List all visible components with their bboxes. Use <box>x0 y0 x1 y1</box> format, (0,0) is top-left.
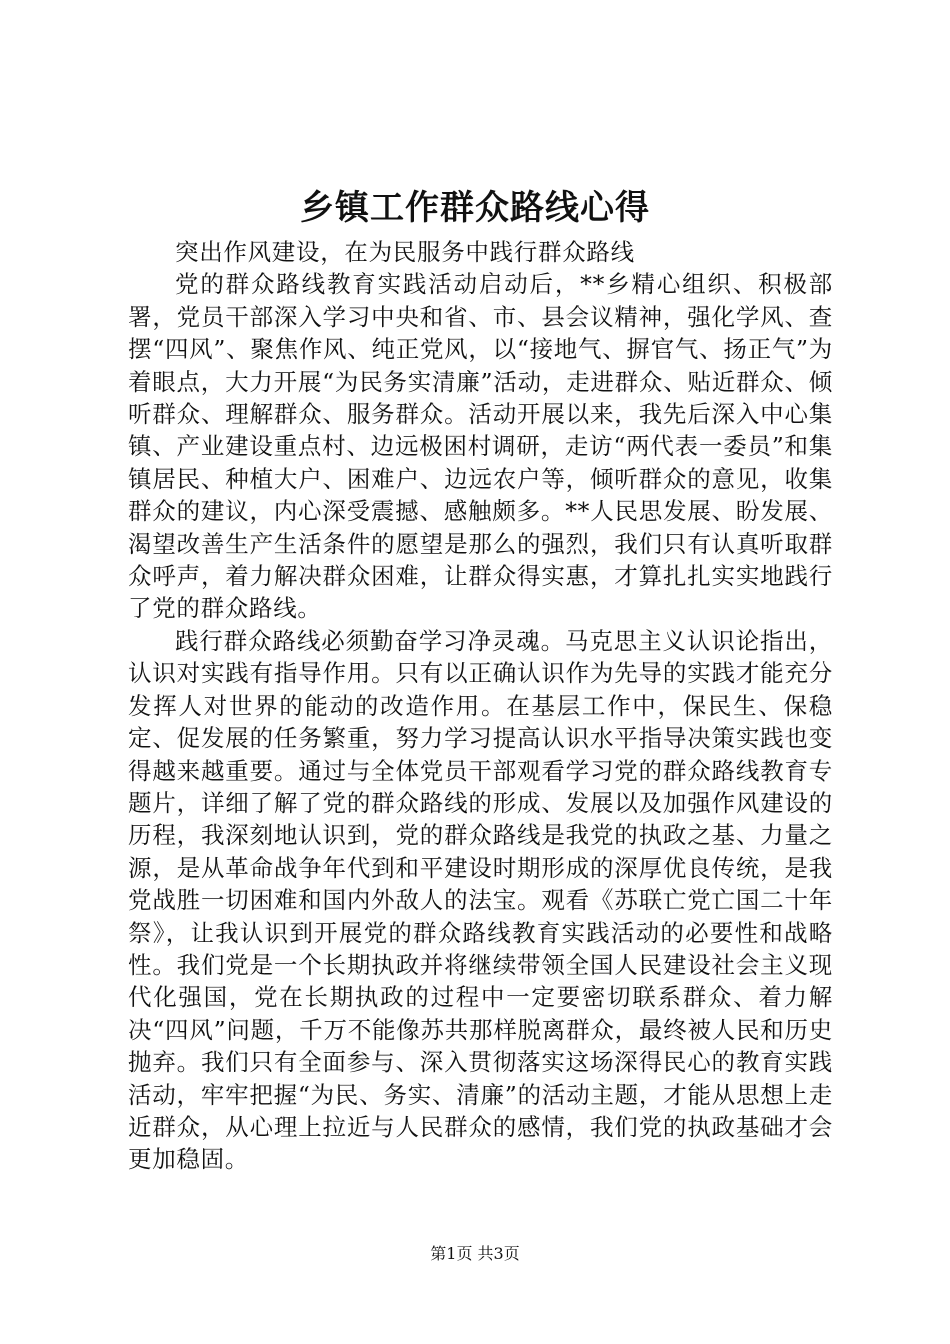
page-number-footer: 第1页 共3页 <box>430 1244 520 1263</box>
document-body <box>128 236 833 1176</box>
document-title: 乡镇工作群众路线心得 <box>300 188 650 228</box>
body-paragraph-subtitle: 突出作风建设，在为民服务中践行群众路线 <box>175 238 635 266</box>
body-paragraph: 践行群众路线必须勤奋学习净灵魂。马克思主义认识论指出，认识对实践有指导作用。只有以正确认识作为先导的实践才能充分发挥人对世界的能动的改造作用。在基层工作中，保民生、保稳定、促发展的任务繁重，努力学习提高认识水平指导决策实践也变得越来越重要。通过与全体党员干部观看学习党的群众路线教育专题片，详细了解了党的群众路线的形成、发展以及加强作风建设的历程，我深刻地认识到，党的群众路线是我党的执政之基、力量之源，是从革命战争年代到和平建设时期形成的深厚优良传统，是我党战胜一切困难和国内外敌人的法宝。观看《苏联亡党亡国二十年祭》，让我认识到开展党的群众路线教育实践活动的必要性和战略性。我们党是一个长期执政并将继续带领全国人民建设社会主义现代化强国，党在长期执政的过程中一定要密切联系群众、着力解决“四风”问题，千万不能像苏共那样脱离群众，最终被人民和历史抛弃。我们只有全面参与、深入贯彻落实这场深得民心的教育实践活动，牢牢把握“为民、务实、清廉”的活动主题，才能从思想上走近群众，从心理上拉近与人民群众的感情，我们党的执政基础才会更加稳固。 <box>128 626 833 1174</box>
body-paragraph: 党的群众路线教育实践活动启动后，**乡精心组织、积极部署，党员干部深入学习中央和省、市、县会议精神，强化学风、查摆“四风”、聚焦作风、纯正党风，以“接地气、摒官气、扬正气”为着眼点，大力开展“为民务实清廉”活动，走进群众、贴近群众、倾听群众、理解群众、服务群众。活动开展以来，我先后深入中心集镇、产业建设重点村、边远极困村调研，走访“两代表一委员”和集镇居民、种植大户、困难户、边远农户等，倾听群众的意见，收集群众的建议，内心深受震撼、感触颇多。**人民思发展、盼发展、渴望改善生产生活条件的愿望是那么的强烈，我们只有认真听取群众呼声，着力解决群众困难，让群众得实惠，才算扎扎实实地践行了党的群众路线。 <box>128 270 833 623</box>
